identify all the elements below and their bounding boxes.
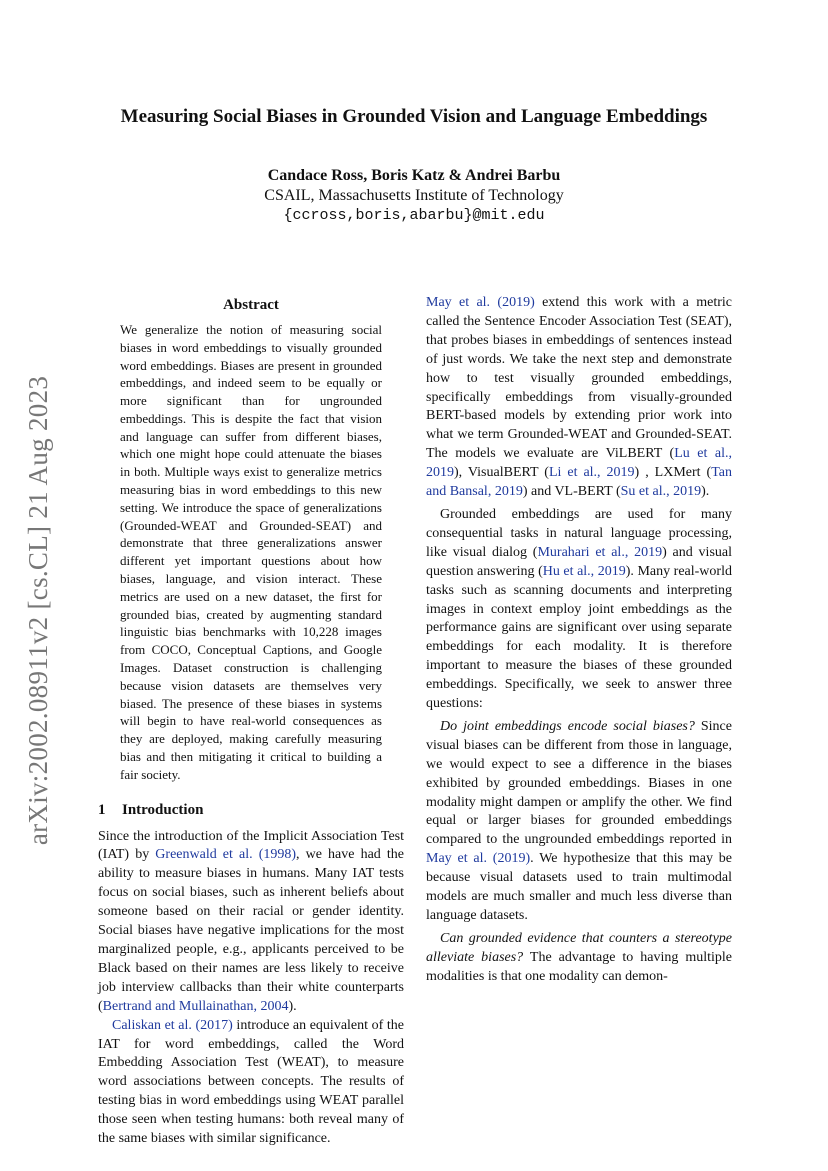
research-question: Can grounded evidence that counters a stereotype alleviate biases? [426,930,732,965]
left-column [98,294,404,1149]
text-run: ). [701,484,710,500]
author-names: Candace Ross, Boris Katz & Andrei Barbu [267,167,561,184]
arxiv-identifier-stamp [19,360,59,860]
text-run: , we have had the ability to measure biases in humans. Many IAT tests focus on social biases, such as inherent beliefs about someone based on their racial or gender identity. Social biases have negative implications for the most marginalized people, e.g., applicants perceived to be Black based on their names are less likely to receive job interview callbacks than their white counterparts ( [98,847,404,1014]
intro-paragraph-1 [98,828,404,1017]
citation-link[interactable]: Bertrand and Mullainathan, 2004 [102,998,289,1014]
text-run: introduce an equivalent of the IAT for word embeddings, called the Word Embedding Association Test (WEAT), to measure word associations between concepts. The results of testing bias in word embeddings using WEAT parallel those seen when testing humans: both reveal many of the same biases with similar significance. [98,1017,404,1147]
intro-paragraph-4 [426,718,732,926]
text-run: Grounded embeddings are used for many consequential tasks in natural language processing, like visual dialog ( [426,506,732,560]
right-column [426,294,732,987]
text-run: ), VisualBERT ( [454,465,549,481]
intro-paragraph-5 [426,930,732,987]
citation-link[interactable]: Su et al., 2019 [620,484,702,500]
text-run: ) and VL-BERT ( [522,484,621,500]
citation-link[interactable]: Murahari et al., 2019 [537,544,663,560]
text-run: . We hypothesize that this may be because visual datasets used to train multimodal models are much smaller and much less diverse than language datasets. [426,851,732,923]
author-affiliation: CSAIL, Massachusetts Institute of Technology [264,187,564,204]
citation-link[interactable]: Li et al., 2019 [548,465,635,481]
section-heading-introduction [98,801,404,820]
text-run: Since the introduction of the Implicit Association Test (IAT) by [98,828,404,863]
text-run: ) , LXMert ( [634,465,712,481]
intro-paragraph-2 [98,1017,404,1149]
paper-title: Measuring Social Biases in Grounded Vision and Language Embeddings [120,106,708,127]
citation-link[interactable]: May et al. (2019) [426,851,531,867]
author-block [0,166,828,226]
text-run: ). Many real-world tasks such as scanning documents and interpreting images in context employ joint embeddings as the performance gains are significant over using separate embeddings for each modality. It is therefore important to measure the biases of these grounded embeddings. Specifically, we seek to answer three questions: [426,563,732,712]
section-number: 1 [98,801,106,818]
citation-link[interactable]: Hu et al., 2019 [542,563,626,579]
abstract-heading: Abstract [223,297,279,313]
text-run: ). [288,998,297,1014]
text-run: extend this work with a metric called the Sentence Encoder Association Test (SEAT), that probes biases in embeddings of sentences instead of just words. We take the next step and demonstrate how to test visually grounded embeddings, specifically embeddings from visually-grounded BERT-based models by extending prior work into what we term Grounded-WEAT and Grounded-SEAT. The models we evaluate are ViLBERT ( [426,295,732,462]
intro-paragraph-2-continued [426,294,732,502]
text-run: ) and visual question answering ( [426,544,732,579]
citation-link[interactable]: May et al. (2019) [426,295,535,310]
intro-paragraph-3 [426,506,732,714]
abstract-text: We generalize the notion of measuring social biases in word embeddings to visually grounded word embeddings. Biases are present in grounded embeddings, and indeed seem to be equally or more significant than for ungrounded embeddings. This is despite the fact that vision and language can suffer from different biases, which one might hope could attenuate the biases in both. Multiple ways exist to generalize metrics measuring bias in word embeddings to this new setting. We introduce the space of generalizations (Grounded-WEAT and Grounded-SEAT) and demonstrate that three generalizations answer different yet important questions about how biases, language, and vision interact. These metrics are used on a new dataset, the first for grounded bias, created by augmenting standard linguistic bias benchmarks with 10,228 images from COCO, Conceptual Captions, and Google Images. Dataset construction is challenging because vision datasets are themselves very biased. The presence of these biases in systems will begin to have real-world consequences as they are deployed, making carefully measuring bias and then mitigating it critical to building a fair society. [120,321,382,782]
citation-link[interactable]: Caliskan et al. (2017) [112,1017,233,1033]
research-question: Do joint embeddings encode social biases? [440,718,695,734]
citation-link[interactable]: Greenwald et al. (1998) [155,847,297,863]
section-title: Introduction [122,801,204,818]
text-run: The advantage to having multiple modalities is that one modality can demon- [426,949,732,984]
author-email: {ccross,boris,abarbu}@mit.edu [283,207,545,224]
text-run: Since visual biases can be different from those in language, we would expect to see a difference in the biases exhibited by grounded embeddings. Biases in one modality might dampen or amplify the other. We find equal or larger biases for grounded embeddings compared to the ungrounded embeddings reported in [426,718,732,848]
arxiv-stamp-text: arXiv:2002.08911v2 [cs.CL] 21 Aug 2023 [23,375,54,845]
citation-link[interactable]: Tan and Bansal, 2019 [426,465,732,500]
citation-link[interactable]: Lu et al., 2019 [426,446,733,481]
